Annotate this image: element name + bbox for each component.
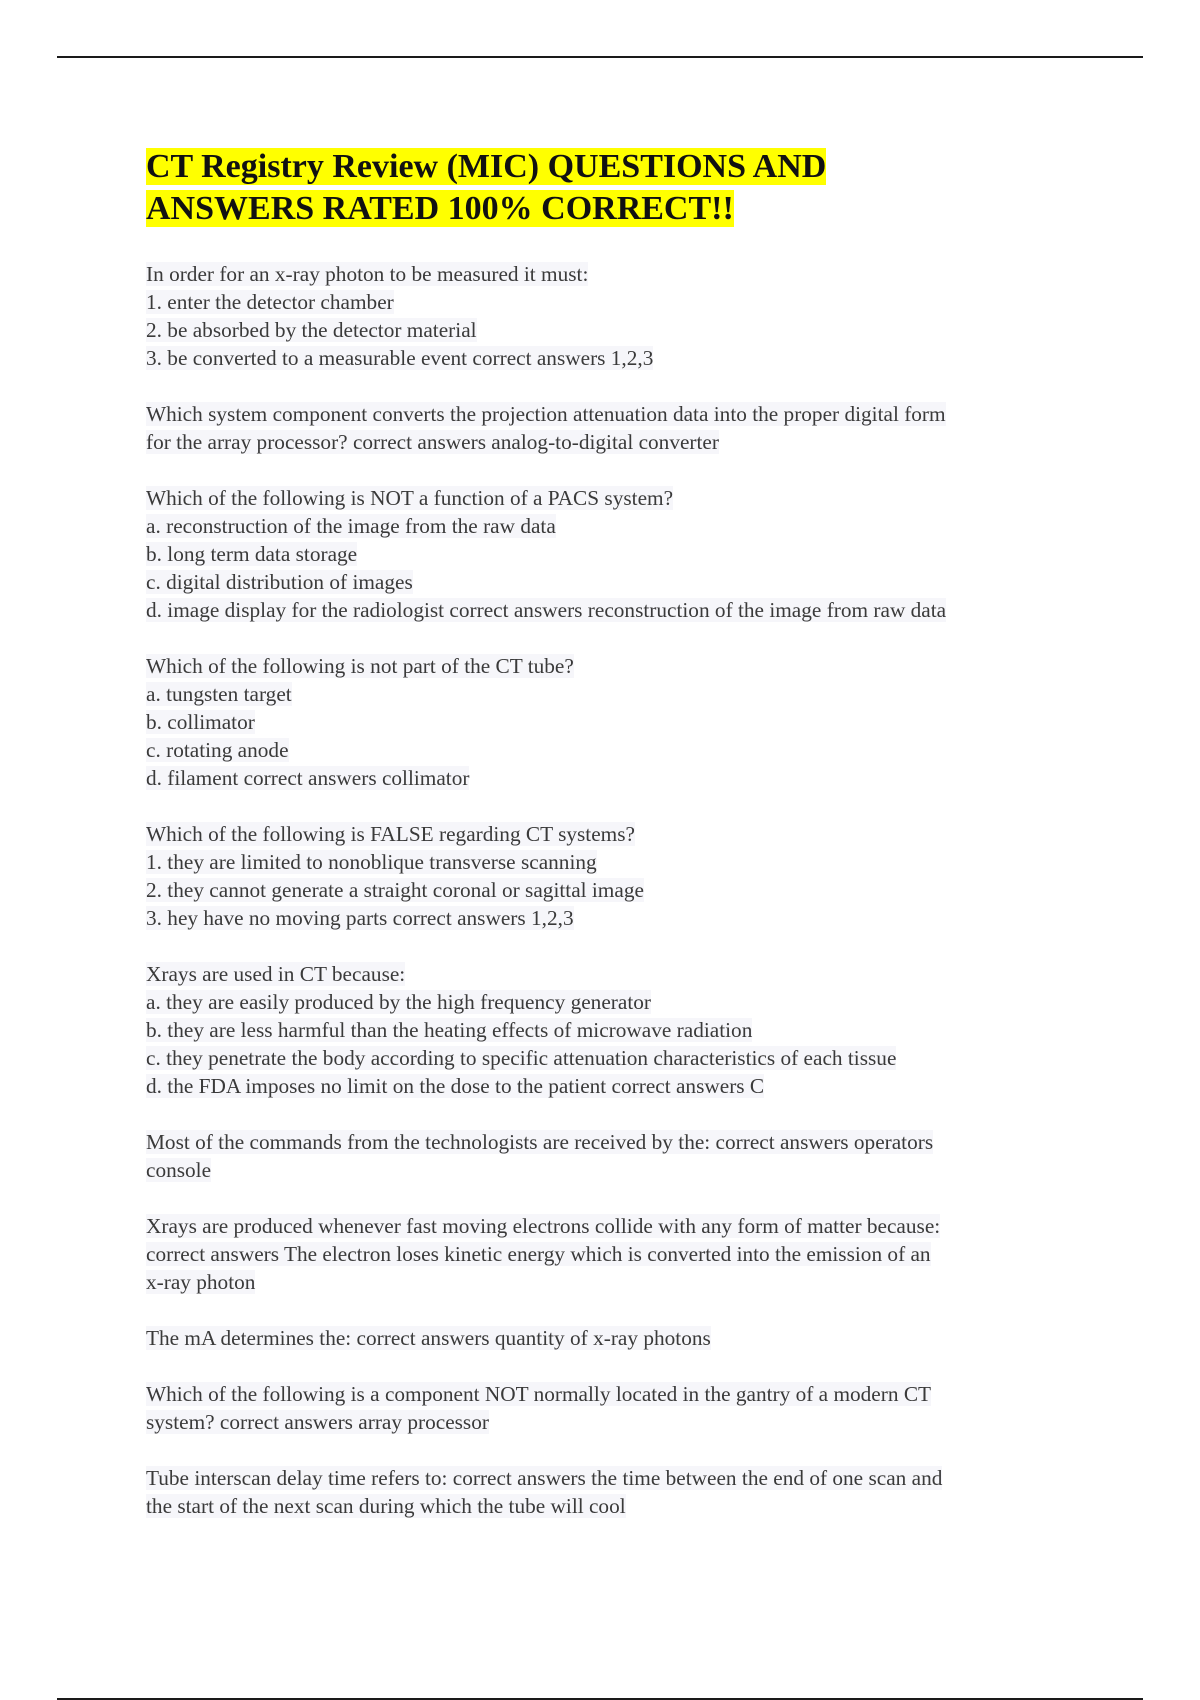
question-line [146, 680, 1066, 708]
question-block [146, 1380, 1066, 1436]
question-line [146, 848, 1066, 876]
question-text: Which of the following is FALSE regarding CT systems? [146, 822, 635, 846]
question-text: d. image display for the radiologist correct answers reconstruction of the image from raw data [146, 598, 947, 622]
question-line [146, 988, 1066, 1016]
question-line [146, 1408, 1066, 1436]
document-title [146, 146, 1066, 230]
question-block [146, 260, 1066, 372]
question-text: 1. enter the detector chamber [146, 290, 394, 314]
question-line [146, 904, 1066, 932]
question-text: d. filament correct answers collimator [146, 766, 470, 790]
question-text: b. they are less harmful than the heating effects of microwave radiation [146, 1018, 753, 1042]
question-line [146, 764, 1066, 792]
question-line [146, 1212, 1066, 1240]
question-text: Xrays are produced whenever fast moving electrons collide with any form of matter because: [146, 1214, 941, 1238]
question-line [146, 1268, 1066, 1296]
question-block [146, 1324, 1066, 1352]
question-text: 1. they are limited to nonoblique transverse scanning [146, 850, 597, 874]
question-line [146, 1380, 1066, 1408]
question-text: 2. they cannot generate a straight coronal or sagittal image [146, 878, 644, 902]
question-block [146, 1464, 1066, 1520]
question-text: 2. be absorbed by the detector material [146, 318, 477, 342]
question-line [146, 484, 1066, 512]
question-text: b. collimator [146, 710, 255, 734]
question-block [146, 484, 1066, 624]
question-line [146, 1324, 1066, 1352]
question-line [146, 708, 1066, 736]
question-block [146, 400, 1066, 456]
question-text: a. they are easily produced by the high frequency generator [146, 990, 651, 1014]
question-text: c. rotating anode [146, 738, 289, 762]
question-line [146, 344, 1066, 372]
question-line [146, 1464, 1066, 1492]
question-text: correct answers The electron loses kinetic energy which is converted into the emission of an [146, 1242, 931, 1266]
question-text: a. tungsten target [146, 682, 292, 706]
question-block [146, 1212, 1066, 1296]
question-block [146, 1128, 1066, 1184]
title-line-2: ANSWERS RATED 100% CORRECT!! [146, 190, 734, 227]
question-line [146, 540, 1066, 568]
top-rule [57, 56, 1143, 58]
question-block [146, 652, 1066, 792]
question-text: The mA determines the: correct answers quantity of x-ray photons [146, 1326, 711, 1350]
question-text: Which of the following is not part of the CT tube? [146, 654, 574, 678]
question-line [146, 596, 1066, 624]
question-line [146, 260, 1066, 288]
question-line [146, 288, 1066, 316]
question-text: x-ray photon [146, 1270, 256, 1294]
question-line [146, 960, 1066, 988]
question-line [146, 1492, 1066, 1520]
question-line [146, 1072, 1066, 1100]
question-line [146, 1156, 1066, 1184]
question-text: In order for an x-ray photon to be measured it must: [146, 262, 589, 286]
question-line [146, 512, 1066, 540]
question-line [146, 820, 1066, 848]
question-text: Which system component converts the projection attenuation data into the proper digital form [146, 402, 946, 426]
question-line [146, 652, 1066, 680]
question-line [146, 400, 1066, 428]
question-text: Which of the following is NOT a function of a PACS system? [146, 486, 674, 510]
question-text: system? correct answers array processor [146, 1410, 489, 1434]
question-text: Xrays are used in CT because: [146, 962, 406, 986]
question-text: for the array processor? correct answers analog-to-digital converter [146, 430, 719, 454]
question-text: 3. hey have no moving parts correct answers 1,2,3 [146, 906, 574, 930]
question-text: the start of the next scan during which the tube will cool [146, 1494, 626, 1518]
question-text: Tube interscan delay time refers to: correct answers the time between the end of one scan and [146, 1466, 943, 1490]
question-line [146, 1044, 1066, 1072]
question-text: c. digital distribution of images [146, 570, 413, 594]
question-text: b. long term data storage [146, 542, 358, 566]
question-text: console [146, 1158, 212, 1182]
question-text: Which of the following is a component NOT normally located in the gantry of a modern CT [146, 1382, 932, 1406]
question-line [146, 316, 1066, 344]
question-line [146, 1016, 1066, 1044]
question-line [146, 876, 1066, 904]
question-text: a. reconstruction of the image from the raw data [146, 514, 556, 538]
question-text: Most of the commands from the technologists are received by the: correct answers operators [146, 1130, 934, 1154]
document-body [146, 146, 1066, 1548]
question-text: c. they penetrate the body according to specific attenuation characteristics of each tissue [146, 1046, 897, 1070]
title-line-1: CT Registry Review (MIC) QUESTIONS AND [146, 148, 827, 185]
question-list [146, 260, 1066, 1520]
question-line [146, 736, 1066, 764]
question-line [146, 568, 1066, 596]
question-text: d. the FDA imposes no limit on the dose to the patient correct answers C [146, 1074, 765, 1098]
question-line [146, 428, 1066, 456]
question-text: 3. be converted to a measurable event correct answers 1,2,3 [146, 346, 654, 370]
question-line [146, 1240, 1066, 1268]
question-block [146, 960, 1066, 1100]
question-block [146, 820, 1066, 932]
question-line [146, 1128, 1066, 1156]
